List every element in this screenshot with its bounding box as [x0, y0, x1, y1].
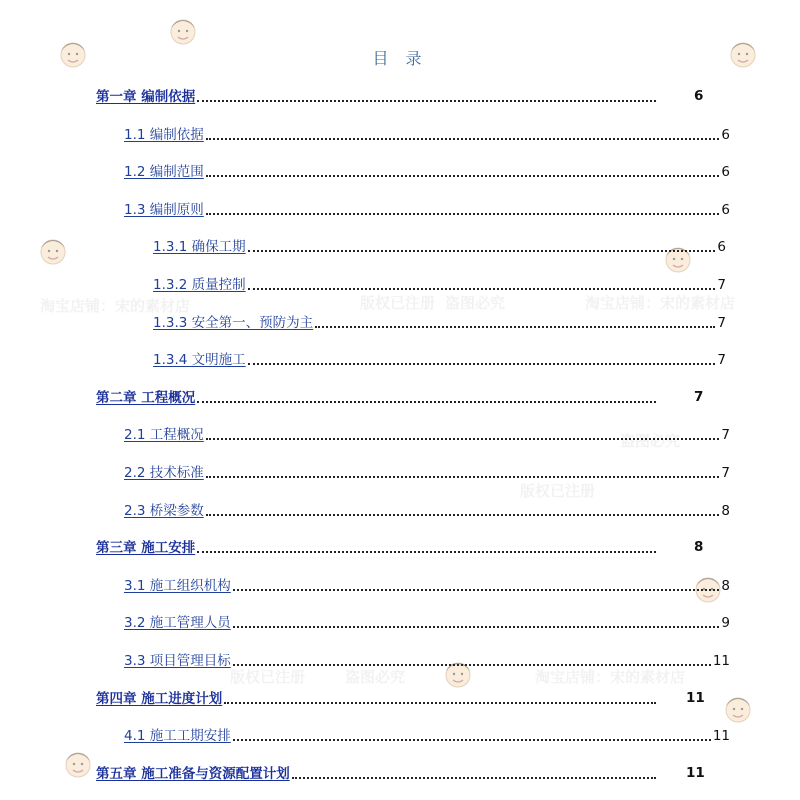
toc-page-number: 7	[721, 465, 730, 481]
watermark-text: 版权已注册	[230, 668, 306, 686]
toc-leader-dots	[206, 175, 720, 177]
toc-section-entry[interactable]	[124, 573, 730, 595]
toc-entry-label[interactable]: 3.2 施工管理人员	[124, 615, 231, 632]
toc-entry-label[interactable]: 3.3 项目管理目标	[124, 653, 231, 669]
cartoon-face-icon	[165, 12, 201, 48]
toc-page-number: 11	[686, 764, 705, 781]
toc-page-number: 8	[694, 539, 704, 556]
toc-section-entry[interactable]	[153, 347, 726, 369]
toc-page-number: 6	[721, 201, 730, 218]
toc-entry-label[interactable]: 2.1 工程概况	[124, 427, 204, 444]
toc-entry-label[interactable]: 1.3.1 确保工期	[153, 239, 246, 256]
toc-chapter-entry[interactable]	[96, 686, 705, 708]
toc-section-entry[interactable]	[124, 460, 730, 482]
watermark-text: 盗图必究	[620, 432, 681, 450]
toc-section-entry[interactable]	[124, 422, 730, 444]
toc-leader-dots	[197, 401, 656, 403]
toc-page-number: 7	[717, 277, 726, 293]
toc-entry-label[interactable]: 第二章 工程概况	[96, 389, 196, 406]
toc-section-entry[interactable]	[124, 610, 730, 632]
toc-entry-label[interactable]: 1.1 编制依据	[124, 126, 204, 143]
toc-section-entry[interactable]	[124, 122, 730, 144]
toc-leader-dots	[206, 514, 720, 516]
toc-entry-label[interactable]: 1.3.2 质量控制	[153, 277, 246, 293]
toc-section-entry[interactable]	[124, 648, 730, 670]
toc-leader-dots	[206, 438, 720, 440]
toc-section-entry[interactable]	[124, 498, 730, 520]
toc-leader-dots	[206, 213, 720, 215]
toc-entry-label[interactable]: 第三章 施工安排	[96, 540, 196, 557]
toc-section-entry[interactable]	[153, 310, 726, 332]
toc-page-number: 11	[686, 689, 705, 706]
toc-leader-dots	[248, 363, 716, 365]
toc-leader-dots	[206, 476, 720, 478]
watermark-text: 淘宝店铺：宋的素材店	[535, 668, 686, 686]
toc-page-number: 11	[712, 728, 730, 745]
toc-entry-label[interactable]: 1.3.3 安全第一、预防为主	[153, 314, 314, 331]
toc-leader-dots	[224, 702, 656, 704]
toc-leader-dots	[315, 326, 715, 328]
toc-section-entry[interactable]	[153, 272, 726, 294]
toc-chapter-entry[interactable]	[96, 761, 705, 783]
watermark-text: 盗图必究	[345, 668, 406, 686]
toc-leader-dots	[292, 777, 656, 779]
toc-leader-dots	[248, 288, 716, 290]
watermark-text: 淘宝店铺：宋的素材店	[585, 294, 736, 312]
toc-section-entry[interactable]	[124, 159, 730, 181]
cartoon-face-icon	[35, 232, 71, 268]
toc-page-number: 7	[717, 352, 726, 369]
toc-leader-dots	[233, 589, 720, 591]
toc-leader-dots	[233, 739, 711, 741]
toc-page-number: 11	[712, 653, 730, 669]
toc-chapter-entry[interactable]	[96, 385, 704, 407]
toc-entry-label[interactable]: 4.1 施工工期安排	[124, 728, 231, 745]
toc-chapter-entry[interactable]	[96, 535, 704, 557]
toc-entry-label[interactable]: 3.1 施工组织机构	[124, 577, 231, 594]
toc-entry-label[interactable]: 2.3 桥梁参数	[124, 502, 204, 519]
toc-entry-label[interactable]: 2.2 技术标准	[124, 465, 204, 481]
toc-chapter-entry[interactable]	[96, 84, 704, 106]
toc-leader-dots	[197, 100, 656, 102]
watermark-text: 淘宝店铺：宋的素材店	[40, 297, 191, 315]
watermark-text: 版权已注册	[360, 294, 436, 312]
toc-page-number: 7	[694, 388, 704, 405]
toc-entry-label[interactable]: 第一章 编制依据	[96, 89, 196, 105]
watermark-text: 版权已注册	[520, 482, 596, 500]
watermark-text: 盗图必究	[445, 294, 506, 312]
cartoon-face-icon	[720, 690, 756, 726]
toc-entry-label[interactable]: 1.2 编制范围	[124, 164, 204, 181]
toc-leader-dots	[197, 551, 656, 553]
toc-section-entry[interactable]	[124, 197, 730, 219]
toc-leader-dots	[206, 138, 720, 140]
cartoon-face-icon	[60, 745, 96, 781]
toc-page-number: 7	[717, 314, 726, 331]
toc-page-number: 8	[721, 577, 730, 594]
toc-page-number: 6	[721, 164, 730, 181]
toc-page-number: 6	[717, 239, 726, 256]
toc-entry-label[interactable]: 第四章 施工进度计划	[96, 690, 223, 707]
toc-leader-dots	[233, 664, 711, 666]
toc-page-number: 6	[721, 126, 730, 143]
toc-title: 目 录	[372, 49, 428, 68]
toc-section-entry[interactable]	[124, 723, 730, 745]
toc-page-number: 8	[721, 502, 730, 519]
toc-section-entry[interactable]	[153, 234, 726, 256]
toc-leader-dots	[233, 626, 720, 628]
toc-entry-label[interactable]: 第五章 施工准备与资源配置计划	[96, 765, 290, 782]
toc-page-number: 6	[694, 88, 704, 104]
toc-leader-dots	[248, 250, 716, 252]
toc-page-number: 9	[721, 615, 730, 632]
toc-page-number: 7	[721, 427, 730, 444]
toc-entry-label[interactable]: 1.3.4 文明施工	[153, 352, 246, 369]
toc-entry-label[interactable]: 1.3 编制原则	[124, 201, 204, 218]
